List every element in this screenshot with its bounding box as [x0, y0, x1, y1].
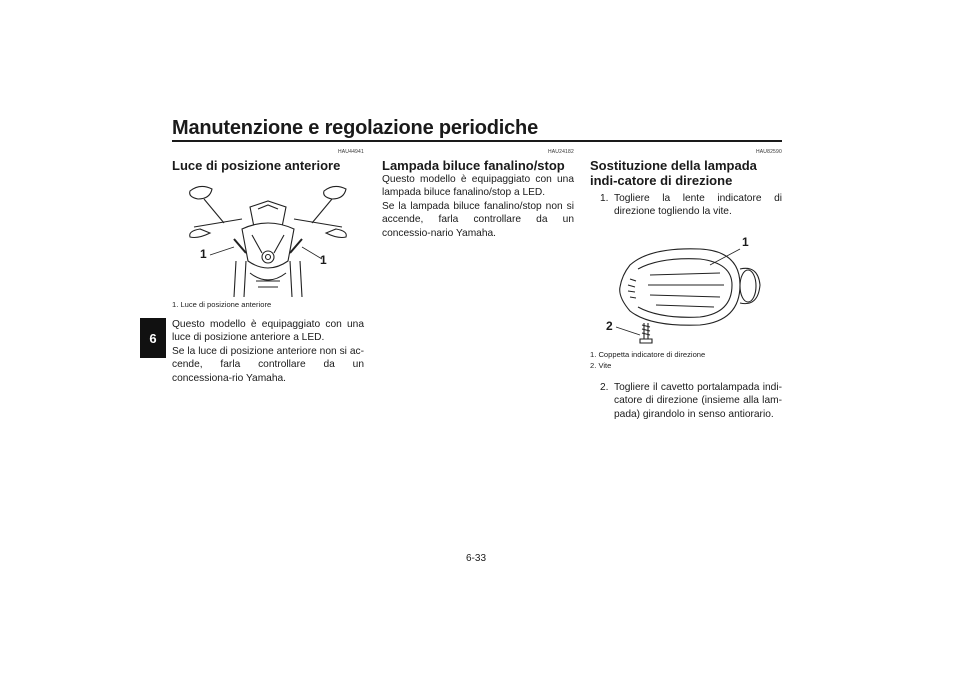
step-2: 2. Togliere il cavetto portalampada indi-catore di direzione (insieme alla lam-pada) girandolo in senso antiorario. [600, 381, 782, 420]
callout-1: 1 [742, 234, 749, 249]
header-rule [172, 140, 782, 142]
section-title: Sostituzione della lampada indi-catore di direzione [590, 158, 757, 188]
paragraph: Questo modello è equipaggiato con una luce di posizione anteriore a LED. [172, 319, 364, 344]
section-luce-posizione [172, 146, 364, 385]
figure-caption: 1. Coppetta indicatore di direzione [590, 349, 706, 359]
figure-caption: 2. Vite [590, 360, 612, 370]
figure-turn-signal [590, 225, 782, 349]
page-number: 6-33 [466, 553, 487, 564]
section-code: HAU82590 [755, 149, 782, 155]
figure-caption: 1. Luce di posizione anteriore [172, 300, 272, 309]
section-code: HAU24182 [547, 149, 574, 155]
turn-signal-illustration [590, 225, 782, 349]
callout-2: 2 [606, 318, 613, 333]
section-lampada-biluce [382, 146, 574, 240]
callout-1-right: 1 [320, 253, 327, 267]
paragraph: Se la lampada biluce fanalino/stop non si accende, farla controllare da un concessio-nario Yamaha. [382, 200, 574, 239]
section-sostituzione [590, 146, 782, 421]
paragraph: Questo modello è equipaggiato con una lampada biluce fanalino/stop a LED. [382, 174, 574, 199]
section-title: Luce di posizione anteriore [172, 158, 341, 173]
chapter-tab: 6 [140, 318, 166, 358]
section-code: HAU44941 [337, 149, 364, 155]
section-title: Lampada biluce fanalino/stop [382, 158, 565, 173]
page-title: Manutenzione e regolazione periodiche [172, 117, 538, 139]
motorcycle-front-illustration [172, 177, 364, 297]
paragraph: Se la luce di posizione anteriore non si ac-cende, farla controllare da un concessiona-rio Yamaha. [172, 345, 364, 384]
figure-motorcycle-front [172, 177, 364, 297]
callout-1-left: 1 [200, 247, 207, 261]
step-1: 1. Togliere la lente indicatore di direzione togliendo la vite. [600, 193, 782, 218]
